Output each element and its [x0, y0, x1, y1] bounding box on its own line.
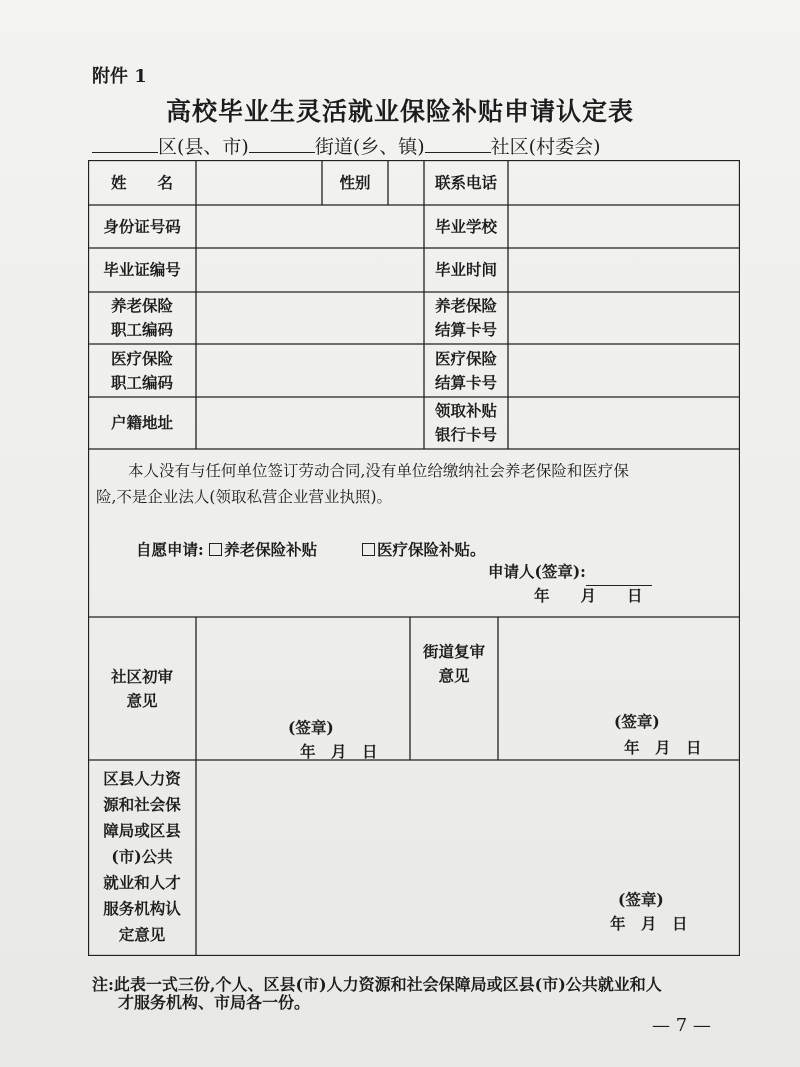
gender-label: 性别: [339, 172, 371, 192]
phone-label: 联系电话: [434, 172, 497, 192]
bureau-seal: (签章): [618, 890, 664, 909]
pension-subsidy-option: 养老保险补贴: [224, 540, 318, 559]
id-number-field[interactable]: [196, 205, 424, 248]
community-seal: (签章): [288, 718, 334, 737]
medical-code-label: 医疗保险 职工编码: [110, 348, 173, 392]
statement-date: 年 月 日: [534, 586, 643, 605]
footnote-line-2: 才服务机构、市局各一份。: [118, 993, 311, 1012]
pension-card-label: 养老保险 结算卡号: [434, 296, 497, 339]
application-table: [88, 160, 740, 956]
footnote-line-1: 注:此表一式三份,个人、区县(市)人力资源和社会保障局或区县(市)公共就业和人: [92, 975, 662, 994]
medical-subsidy-checkbox[interactable]: [362, 543, 375, 556]
voluntary-apply: [136, 536, 485, 564]
cert-number-field[interactable]: [196, 248, 424, 292]
page-number: — 7 —: [652, 1015, 711, 1036]
name-field[interactable]: [196, 160, 322, 205]
district-blank[interactable]: [92, 134, 158, 153]
bureau-date: 年 月 日: [610, 914, 688, 933]
school-label: 毕业学校: [434, 216, 497, 236]
household-label: 户籍地址: [110, 413, 173, 432]
pension-subsidy-checkbox[interactable]: [209, 543, 222, 556]
apply-label: 自愿申请:: [136, 540, 204, 559]
applicant-label: 申请人(签章):: [488, 562, 586, 581]
grad-time-label: 毕业时间: [434, 260, 497, 279]
pension-card-field[interactable]: [508, 292, 740, 344]
bank-card-label: 领取补贴 银行卡号: [434, 401, 497, 444]
form-title: 高校毕业生灵活就业保险补贴申请认定表: [165, 97, 634, 126]
medical-subsidy-option: 医疗保险补贴。: [376, 540, 486, 559]
community-date: 年 月 日: [300, 742, 378, 761]
grad-time-field[interactable]: [508, 248, 740, 292]
gender-field[interactable]: [388, 160, 424, 205]
street-date: 年 月 日: [624, 738, 702, 757]
pension-code-field[interactable]: [196, 292, 424, 344]
medical-card-label: 医疗保险 结算卡号: [434, 348, 497, 392]
household-field[interactable]: [196, 397, 424, 449]
attachment-label: 附件 1: [92, 66, 147, 87]
medical-card-field[interactable]: [508, 344, 740, 397]
street-blank[interactable]: [249, 134, 315, 153]
medical-code-field[interactable]: [196, 344, 424, 397]
community-blank[interactable]: [425, 134, 491, 153]
community-label: 社区(村委会): [490, 136, 601, 158]
bank-card-field[interactable]: [508, 397, 740, 449]
region-line: [92, 132, 600, 159]
community-review-label: 社区初审 意见: [110, 666, 173, 710]
statement-line-2: 险,不是企业法人(领取私营企业营业执照)。: [96, 488, 393, 506]
pension-code-label: 养老保险 职工编码: [110, 296, 173, 339]
bureau-review-label: 区县人力资 源和社会保 障局或区县 (市)公共 就业和人才 服务机构认 定意见: [103, 769, 181, 944]
id-number-label: 身份证号码: [103, 216, 181, 236]
statement-line-1: 本人没有与任何单位签订劳动合同,没有单位给缴纳社会养老保险和医疗保: [128, 462, 629, 480]
street-review-label: 街道复审 意见: [422, 642, 485, 685]
phone-field[interactable]: [508, 160, 740, 205]
street-label: 街道(乡、镇): [314, 136, 425, 158]
street-seal: (签章): [614, 712, 660, 731]
district-label: 区(县、市): [158, 136, 249, 158]
name-label: 姓 名: [110, 172, 173, 192]
cert-number-label: 毕业证编号: [103, 260, 181, 279]
school-field[interactable]: [508, 205, 740, 248]
